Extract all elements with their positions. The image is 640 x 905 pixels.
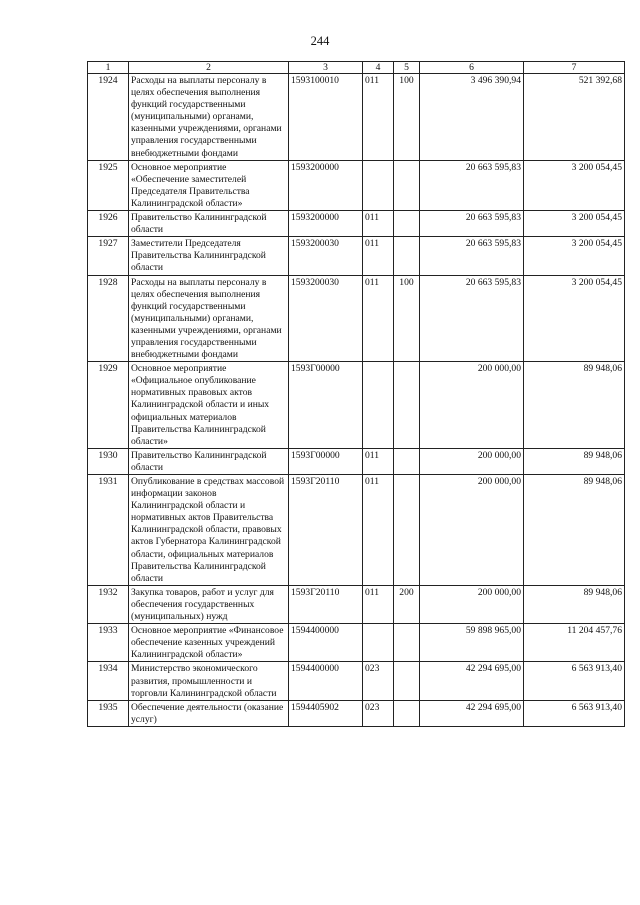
row-type xyxy=(394,160,420,210)
row-number: 1928 xyxy=(88,275,129,362)
row-name: Основное мероприятие «Официальное опубликование нормативных правовых актов Калининградской области и иных официальных материалов Правительства Калининградской области» xyxy=(129,362,289,449)
page-number: 244 xyxy=(310,34,330,48)
row-amount-1: 200 000,00 xyxy=(420,585,524,623)
row-type: 200 xyxy=(394,585,420,623)
row-section: 011 xyxy=(363,275,394,362)
table-row xyxy=(88,662,625,700)
row-name: Правительство Калининградской области xyxy=(129,448,289,474)
row-name: Расходы на выплаты персоналу в целях обеспечения выполнения функций государственными (муниципальными) органами, казенными учреждениями, органами управления государственными внебюджетными фондами xyxy=(129,275,289,362)
table-row xyxy=(88,475,625,586)
budget-table xyxy=(87,61,625,727)
row-name: Опубликование в средствах массовой информации законов Калининградской области и нормативных актов Правительства Калининградской области, правовых актов Губернатора Калининградской области, официальных материалов Правительства Калининградской области xyxy=(129,475,289,586)
row-section: 011 xyxy=(363,448,394,474)
row-section xyxy=(363,362,394,449)
row-section: 011 xyxy=(363,585,394,623)
header-col-3: 3 xyxy=(289,62,363,74)
row-number: 1935 xyxy=(88,700,129,726)
row-section xyxy=(363,160,394,210)
row-name: Обеспечение деятельности (оказание услуг) xyxy=(129,700,289,726)
table-row xyxy=(88,585,625,623)
row-amount-1: 200 000,00 xyxy=(420,475,524,586)
row-type: 100 xyxy=(394,275,420,362)
row-section: 011 xyxy=(363,237,394,275)
row-type xyxy=(394,475,420,586)
row-type: 100 xyxy=(394,74,420,161)
row-type xyxy=(394,624,420,662)
row-code: 1593200000 xyxy=(289,211,363,237)
row-name: Основное мероприятие «Финансовое обеспечение казенных учреждений Калининградской области» xyxy=(129,624,289,662)
table-row xyxy=(88,700,625,726)
row-section xyxy=(363,624,394,662)
row-code: 1593Г00000 xyxy=(289,448,363,474)
row-number: 1934 xyxy=(88,662,129,700)
row-code: 1593200030 xyxy=(289,275,363,362)
row-section: 023 xyxy=(363,662,394,700)
row-number: 1925 xyxy=(88,160,129,210)
table-row xyxy=(88,160,625,210)
row-code: 1594405902 xyxy=(289,700,363,726)
table-row xyxy=(88,211,625,237)
row-amount-2: 89 948,06 xyxy=(524,448,625,474)
header-row xyxy=(88,62,625,74)
row-name: Расходы на выплаты персоналу в целях обеспечения выполнения функций государственными (муниципальными) органами, казенными учреждениями, органами управления государственными внебюджетными фондами xyxy=(129,74,289,161)
row-amount-2: 521 392,68 xyxy=(524,74,625,161)
row-amount-2: 3 200 054,45 xyxy=(524,211,625,237)
row-number: 1932 xyxy=(88,585,129,623)
row-type xyxy=(394,448,420,474)
row-amount-2: 3 200 054,45 xyxy=(524,160,625,210)
row-amount-1: 20 663 595,83 xyxy=(420,211,524,237)
row-amount-2: 6 563 913,40 xyxy=(524,662,625,700)
row-code: 1593100010 xyxy=(289,74,363,161)
row-type xyxy=(394,700,420,726)
header-col-7: 7 xyxy=(524,62,625,74)
row-code: 1594400000 xyxy=(289,624,363,662)
row-name: Основное мероприятие «Обеспечение заместителей Председателя Правительства Калининградской области» xyxy=(129,160,289,210)
row-amount-2: 3 200 054,45 xyxy=(524,275,625,362)
row-number: 1929 xyxy=(88,362,129,449)
table-row xyxy=(88,448,625,474)
row-type xyxy=(394,237,420,275)
row-type xyxy=(394,362,420,449)
row-name: Закупка товаров, работ и услуг для обеспечения государственных (муниципальных) нужд xyxy=(129,585,289,623)
row-number: 1926 xyxy=(88,211,129,237)
row-code: 1593200030 xyxy=(289,237,363,275)
row-number: 1931 xyxy=(88,475,129,586)
table-row xyxy=(88,237,625,275)
row-code: 1593Г00000 xyxy=(289,362,363,449)
row-section: 011 xyxy=(363,74,394,161)
row-section: 011 xyxy=(363,211,394,237)
row-name: Министерство экономического развития, промышленности и торговли Калининградской области xyxy=(129,662,289,700)
row-amount-2: 6 563 913,40 xyxy=(524,700,625,726)
row-amount-2: 89 948,06 xyxy=(524,585,625,623)
row-type xyxy=(394,211,420,237)
row-section: 011 xyxy=(363,475,394,586)
header-col-5: 5 xyxy=(394,62,420,74)
row-amount-1: 20 663 595,83 xyxy=(420,160,524,210)
row-amount-1: 59 898 965,00 xyxy=(420,624,524,662)
table-row xyxy=(88,624,625,662)
row-number: 1933 xyxy=(88,624,129,662)
row-name: Правительство Калининградской области xyxy=(129,211,289,237)
row-amount-2: 89 948,06 xyxy=(524,475,625,586)
row-amount-2: 89 948,06 xyxy=(524,362,625,449)
table-row xyxy=(88,362,625,449)
header-col-4: 4 xyxy=(363,62,394,74)
row-amount-2: 11 204 457,76 xyxy=(524,624,625,662)
row-code: 1593200000 xyxy=(289,160,363,210)
row-amount-1: 20 663 595,83 xyxy=(420,237,524,275)
row-amount-1: 42 294 695,00 xyxy=(420,662,524,700)
header-col-6: 6 xyxy=(420,62,524,74)
table-row xyxy=(88,74,625,161)
row-number: 1927 xyxy=(88,237,129,275)
row-amount-1: 200 000,00 xyxy=(420,362,524,449)
row-amount-1: 200 000,00 xyxy=(420,448,524,474)
row-amount-1: 42 294 695,00 xyxy=(420,700,524,726)
row-section: 023 xyxy=(363,700,394,726)
table-row xyxy=(88,275,625,362)
row-code: 1594400000 xyxy=(289,662,363,700)
row-number: 1930 xyxy=(88,448,129,474)
row-amount-1: 3 496 390,94 xyxy=(420,74,524,161)
header-col-1: 1 xyxy=(88,62,129,74)
row-type xyxy=(394,662,420,700)
row-code: 1593Г20110 xyxy=(289,475,363,586)
row-amount-1: 20 663 595,83 xyxy=(420,275,524,362)
row-amount-2: 3 200 054,45 xyxy=(524,237,625,275)
row-name: Заместители Председателя Правительства Калининградской области xyxy=(129,237,289,275)
row-number: 1924 xyxy=(88,74,129,161)
header-col-2: 2 xyxy=(129,62,289,74)
row-code: 1593Г20110 xyxy=(289,585,363,623)
